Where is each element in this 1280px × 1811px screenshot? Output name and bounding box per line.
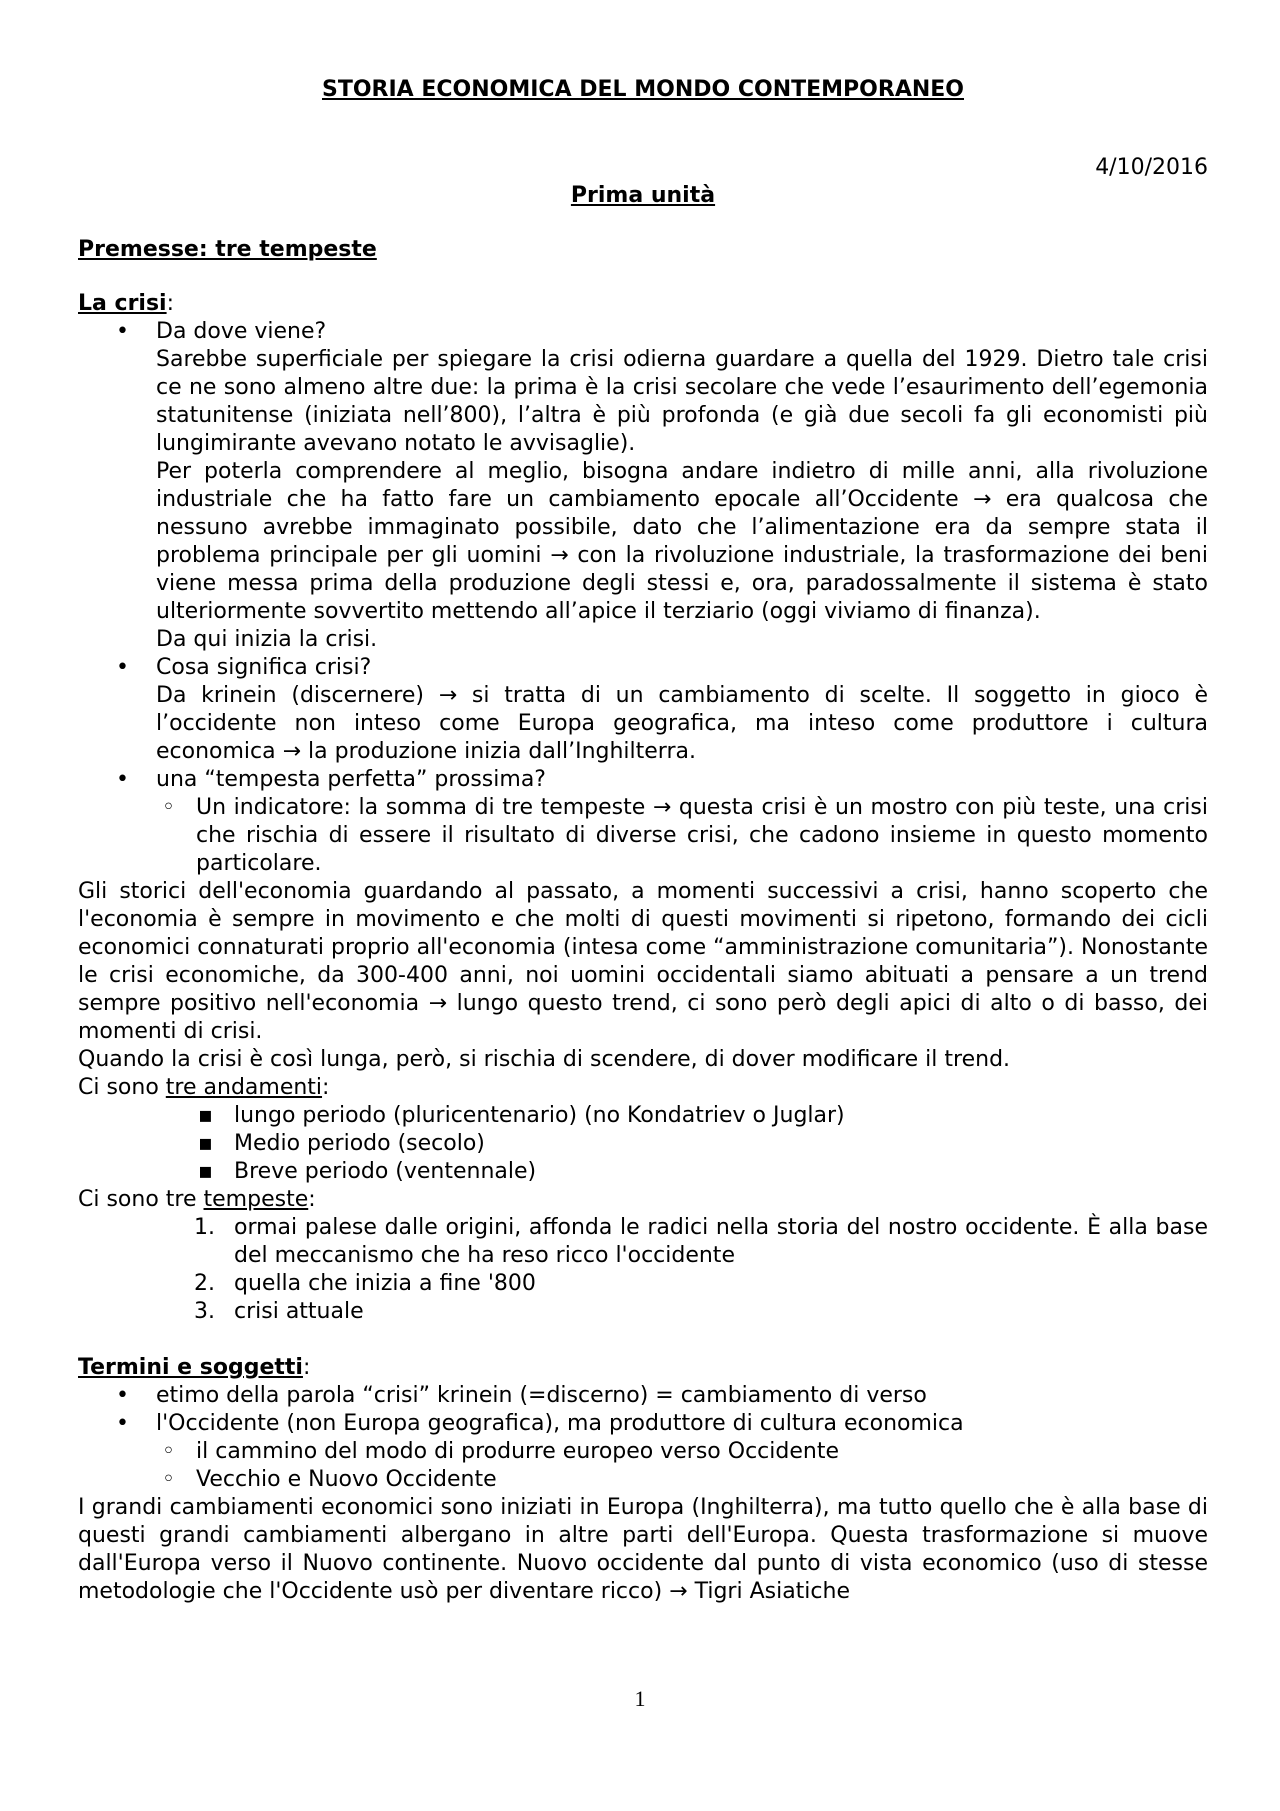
paragraph-storici: Gli storici dell'economia guardando al passato, a momenti successivi a crisi, hanno scoperto che l'economia è sempre in movimento e che molti di questi movimenti si ripetono, formando dei cicli economici connaturati proprio all'economia (intesa come “amministrazione comunitaria”). Nonostante le crisi economiche, da 300-400 anni, noi uomini occidentali siamo abituati a pensare a un trend sempre positivo nell'economia → lungo questo trend, ci sono però degli apici di alto o di basso, dei momenti di crisi.: [78, 879, 1208, 1044]
paragraph: Da qui inizia la crisi.: [156, 627, 378, 652]
list-item-label: • Da dove viene?: [156, 319, 327, 344]
list-item: • l'Occidente (non Europa geografica), ma produttore di cultura economica: [78, 1410, 1208, 1438]
crisi-heading-text: La crisi: [78, 291, 167, 316]
colon: :: [166, 291, 175, 316]
page-number: 1: [634, 1686, 646, 1711]
list-item: [78, 766, 1208, 794]
list-item: [78, 1214, 1208, 1270]
list-item: ▪ Breve periodo (ventennale): [78, 1158, 1208, 1186]
andamenti-intro-text: Ci sono: [78, 1075, 166, 1100]
crisi-list: [78, 318, 1208, 878]
list-item-text: ormai palese dalle origini, affonda le radici nella storia del nostro occidente. È alla base del meccanismo che ha reso ricco l'occidente: [234, 1215, 1208, 1268]
colon: :: [308, 1187, 316, 1212]
list-item: [78, 318, 1208, 654]
document-date: 4/10/2016: [1095, 155, 1208, 180]
document-title: STORIA ECONOMICA DEL MONDO CONTEMPORANEO: [322, 77, 964, 102]
tempeste-intro: [78, 1186, 1208, 1214]
list-number: 2.: [194, 1271, 215, 1296]
colon: :: [302, 1355, 311, 1380]
andamenti-list: [78, 1102, 1208, 1186]
list-item-label: • una “tempesta perfetta” prossima?: [156, 767, 546, 792]
list-item: [78, 654, 1208, 766]
list-item-label: • Cosa significa crisi?: [156, 655, 372, 680]
crisi-heading: [78, 290, 1208, 318]
list-number: 1.: [194, 1215, 215, 1240]
unit-heading: Prima unità: [570, 183, 716, 208]
document-page: [78, 76, 1208, 1606]
sub-list-item: ◦ il cammino del modo di produrre europeo verso Occidente: [78, 1438, 1208, 1466]
list-item-text: crisi attuale: [234, 1299, 364, 1324]
sub-list-item: ◦ Vecchio e Nuovo Occidente: [78, 1466, 1208, 1494]
andamenti-intro: [78, 1074, 1208, 1102]
paragraph-finale: I grandi cambiamenti economici sono iniziati in Europa (Inghilterra), ma tutto quello che è alla base di questi grandi cambiamenti albergano in altre parti dell'Europa. Questa trasformazione si muove dall'Europa verso il Nuovo continente. Nuovo occidente dal punto di vista economico (uso di stesse metodologie che l'Occidente usò per diventare ricco) → Tigri Asiatiche: [78, 1495, 1208, 1604]
paragraph-lunga: Quando la crisi è così lunga, però, si rischia di scendere, di dover modificare il trend.: [78, 1047, 1011, 1072]
paragraph: Per poterla comprendere al meglio, bisogna andare indietro di mille anni, alla rivoluzione industriale che ha fatto fare un cambiamento epocale all’Occidente → era qualcosa che nessuno avrebbe immaginato possibile, dato che l’alimentazione era da sempre stata il problema principale per gli uomini → con la rivoluzione industriale, la trasformazione dei beni viene messa prima della produzione degli stessi e, ora, paradossalmente il sistema è stato ulteriormente sovvertito mettendo all’apice il terziario (oggi viviamo di finanza).: [156, 459, 1208, 624]
list-item: ▪ Medio periodo (secolo): [78, 1130, 1208, 1158]
list-item-text: quella che inizia a fine '800: [234, 1271, 536, 1296]
paragraph: Da krinein (discernere) → si tratta di un cambiamento di scelte. Il soggetto in gioco è l’occidente non inteso come Europa geografica, ma inteso come produttore i cultura economica → la produzione inizia dall’Inghilterra.: [156, 683, 1208, 764]
paragraph: Sarebbe superficiale per spiegare la crisi odierna guardare a quella del 1929. Dietro tale crisi ce ne sono almeno altre due: la prima è la crisi secolare che vede l’esaurimento dell’egemonia statunitense (iniziata nell’800), l’altra è più profonda (e già due secoli fa gli economisti più lungimirante avevano notato le avvisaglie).: [156, 347, 1208, 456]
termini-heading-text: Termini e soggetti: [78, 1355, 303, 1380]
list-item: • etimo della parola “crisi” krinein (=discerno) = cambiamento di verso: [78, 1382, 1208, 1410]
sub-list-item: ◦ Un indicatore: la somma di tre tempeste → questa crisi è un mostro con più teste, una crisi che rischia di essere il risultato di diverse crisi, che cadono insieme in questo momento particolare.: [78, 794, 1208, 878]
termini-heading: [78, 1354, 1208, 1382]
section-heading: Premesse: tre tempeste: [78, 237, 377, 262]
list-item: ▪ lungo periodo (pluricentenario) (no Kondatriev o Juglar): [78, 1102, 1208, 1130]
tempeste-underlined: tempeste: [203, 1187, 309, 1212]
colon: :: [322, 1075, 330, 1100]
tempeste-list: [78, 1214, 1208, 1326]
list-item: [78, 1298, 1208, 1326]
spacer: [78, 1326, 1208, 1354]
termini-list: [78, 1382, 1208, 1494]
tempeste-intro-text: Ci sono tre: [78, 1187, 204, 1212]
andamenti-underlined: tre andamenti: [165, 1075, 323, 1100]
list-number: 3.: [194, 1299, 215, 1324]
list-item: [78, 1270, 1208, 1298]
